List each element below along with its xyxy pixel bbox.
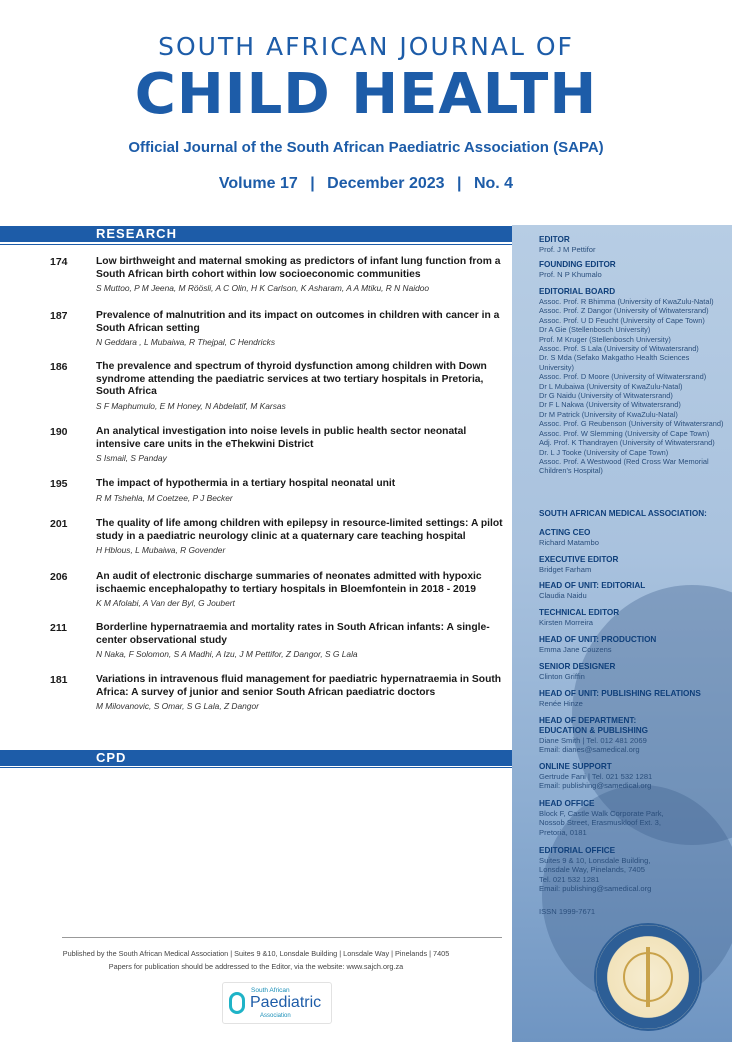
article-authors: R M Tshehla, M Coetzee, P J Becker	[96, 492, 233, 503]
article-authors: H Hblous, L Mubaiwa, R Govender	[96, 545, 226, 555]
article-title[interactable]: Low birthweight and maternal smoking as predictors of infant lung function from a South African birth cohort within low socioeconomic communities S Muttoo, P M Jeena, M Röösli, A C Olin, H K Carlson, K Asharam, A A Mtiku, R N Naidoo	[96, 256, 510, 295]
article-authors: N Naka, F Solomon, S A Madhi, A Izu, J M Pettifor, Z Dangor, S G Lala	[96, 649, 358, 659]
sama-seal-logo	[594, 923, 702, 1031]
submission-note: Papers for publication should be addressed to the Editor, via the website: www.sajch.org.za	[108, 962, 404, 971]
editor-block: EDITOR Prof. J M Pettifor	[539, 235, 596, 254]
article-authors: S Ismail, S Panday	[96, 453, 167, 463]
article-title[interactable]: Variations in intravenous fluid management for paediatric hypernatraemia in South Africa: A survey of junior and senior South African paediatric doctors M Milovanovic, S Omar, S G Lala, Z Dangor	[96, 674, 510, 713]
article-page: 187	[50, 310, 68, 322]
online-support-block: ONLINE SUPPORT Gertrude Fani | Tel. 021 532 1281 Email: publishing@samedical.org	[539, 762, 653, 791]
masthead-sidebar	[512, 225, 732, 1042]
article-page: 195	[50, 478, 68, 490]
separator: |	[457, 175, 462, 192]
article-title[interactable]: The impact of hypothermia in a tertiary hospital neonatal unit R M Tshehla, M Coetzee, P J Becker	[96, 478, 510, 504]
article-page: 190	[50, 426, 68, 438]
article-title[interactable]: Prevalence of malnutrition and its impact on outcomes in children with cancer in a South African setting N Geddara , L Mubaiwa, R Thejpal, C Hendricks	[96, 310, 510, 349]
issue-number: No. 4	[473, 175, 514, 192]
editorial-board-block: EDITORIAL BOARD Assoc. Prof. R Bhimma (University of KwaZulu-Natal) Assoc. Prof. Z Dangor (University of Witwatersrand) Assoc. Prof. U D Feucht (University of Cape Town) Dr A Gie (Stellenbosch University) Prof. M Kruger (Stellenbosch University) Assoc. Prof. S Lala (University of Witwatersrand) Dr. S Mda (Sefako Makgatho Health Sciences University) Assoc. Prof. D Moore (University of Witwatersrand) Dr L Mubaiwa (University of KwaZulu-Natal) Dr G Naidu (University of Witwatersrand) Dr F L Nakwa (University of Witwatersrand) Dr M Patrick (University of KwaZulu-Natal) Assoc. Prof. G Reubenson (University of Witwatersrand) Assoc. Prof. W Slemming (University of Cape Town) Adj. Prof. K Thandrayen (University of Witwatersrand) Dr. L J Tooke (University of Cape Town) Assoc. Prof. A Westwood (Red Cross War Memorial Children's Hospital)	[539, 287, 729, 476]
acting-ceo-block: ACTING CEO Richard Matambo	[539, 528, 599, 547]
senior-designer-block: SENIOR DESIGNER Clinton Griffin	[539, 662, 616, 681]
editorial-board-list: Assoc. Prof. R Bhimma (University of KwaZulu-Natal) Assoc. Prof. Z Dangor (University of Witwatersrand) Assoc. Prof. U D Feucht (University of Cape Town) Dr A Gie (Stellenbosch University) Prof. M Kruger (Stellenbosch University) Assoc. Prof. S Lala (University of Witwatersrand) Dr. S Mda (Sefako Makgatho Health Sciences University) Assoc. Prof. D Moore (University of Witwatersrand) Dr L Mubaiwa (University of KwaZulu-Natal) Dr G Naidu (University of Witwatersrand) Dr F L Nakwa (University of Witwatersrand) Dr M Patrick (University of KwaZulu-Natal) Assoc. Prof. G Reubenson (University of Witwatersrand) Assoc. Prof. W Slemming (University of Cape Town) Adj. Prof. K Thandrayen (University of Witwatersrand) Dr. L J Tooke (University of Cape Town) Assoc. Prof. A Westwood (Red Cross War Memorial Children's Hospital)	[539, 297, 724, 476]
article-title[interactable]: An audit of electronic discharge summaries of neonates admitted with hypoxic ischaemic encephalopathy to tertiary hospitals in Bloemfontein in 2018 - 2019 K M Afolabi, A Van der Byl, G Joubert	[96, 571, 510, 610]
journal-title-top: SOUTH AFRICAN JOURNAL OF	[158, 32, 574, 61]
head-production-block: HEAD OF UNIT: PRODUCTION Emma Jane Couzens	[539, 635, 657, 654]
article-authors: N Geddara , L Mubaiwa, R Thejpal, C Hendricks	[96, 337, 276, 347]
article-page: 174	[50, 256, 68, 268]
article-page: 201	[50, 518, 68, 530]
article-page: 206	[50, 571, 68, 583]
journal-title-main: CHILD HEALTH	[134, 62, 598, 127]
article-title[interactable]: The quality of life among children with epilepsy in resource-limited settings: A pilot study in a paediatric neurology clinic at a quaternary care teaching hospital H Hblous, L Mubaiwa, R Govender	[96, 518, 510, 557]
head-editorial-block: HEAD OF UNIT: EDITORIAL Claudia Naidu	[539, 581, 646, 600]
editorial-office-block: EDITORIAL OFFICE Suites 9 & 10, Lonsdale Building, Lonsdale Way, Pinelands, 7405 Tel. 021 532 1281 Email: publishing@samedical.org	[539, 846, 652, 894]
section-divider	[0, 244, 512, 245]
sapa-logo-icon	[229, 992, 245, 1014]
section-divider	[0, 767, 512, 768]
article-authors: M Milovanovic, S Omar, S G Lala, Z Dangor	[96, 701, 259, 711]
technical-editor-block: TECHNICAL EDITOR Kirsten Morreira	[539, 608, 620, 627]
publisher-note: Published by the South African Medical Association | Suites 9 &10, Lonsdale Building | Lonsdale Way | Pinelands | 7405	[62, 949, 450, 958]
head-education-block: HEAD OF DEPARTMENT: EDUCATION & PUBLISHING Diane Smith | Tel. 012 481 2069 Email: dianes@samedical.org	[539, 716, 649, 755]
article-authors: S Muttoo, P M Jeena, M Röösli, A C Olin, H K Carlson, K Asharam, A A Mtiku, R N Naidoo	[96, 283, 430, 293]
executive-editor-block: EXECUTIVE EDITOR Bridget Farham	[539, 555, 619, 574]
head-publishing-block: HEAD OF UNIT: PUBLISHING RELATIONS Renée Hinze	[539, 689, 701, 708]
article-title[interactable]: An analytical investigation into noise levels in public health sector neonatal intensive care units in the eThekwini District S Ismail, S Panday	[96, 426, 510, 465]
article-title[interactable]: Borderline hypernatraemia and mortality rates in South African infants: A single-center observational study N Naka, F Solomon, S A Madhi, A Izu, J M Pettifor, Z Dangor, S G Lala	[96, 622, 510, 661]
head-office-block: HEAD OFFICE Block F, Castle Walk Corporate Park, Nossob Street, Erasmuskloof Ext. 3, Pretoria, 0181	[539, 799, 664, 837]
issn: ISSN 1999-7671	[539, 907, 596, 916]
sama-heading: SOUTH AFRICAN MEDICAL ASSOCIATION:	[539, 509, 707, 518]
article-page: 186	[50, 361, 68, 373]
footer-divider	[62, 937, 502, 938]
journal-subtitle: Official Journal of the South African Paediatric Association (SAPA)	[128, 139, 604, 156]
separator: |	[310, 175, 315, 192]
article-page: 181	[50, 674, 68, 686]
article-page: 211	[50, 622, 67, 634]
issue-info	[0, 175, 732, 193]
section-header-cpd: CPD	[0, 750, 512, 766]
article-authors: S F Maphumulo, E M Honey, N Abdelatif, M Karsas	[96, 400, 286, 411]
section-header-research: RESEARCH	[0, 226, 512, 242]
issue-date: December 2023	[327, 175, 445, 192]
caduceus-icon	[646, 947, 650, 1007]
article-authors: K M Afolabi, A Van der Byl, G Joubert	[96, 598, 235, 608]
sapa-logo: South African Paediatric Association	[222, 982, 332, 1024]
article-title[interactable]: The prevalence and spectrum of thyroid dysfunction among children with Down syndrome attending the paediatric services at two tertiary hospitals in Pretoria, South Africa S F Maphumulo, E M Honey, N Abdelatif, M Karsas	[96, 361, 510, 412]
founding-editor-block: FOUNDING EDITOR Prof. N P Khumalo	[539, 260, 616, 279]
volume: Volume 17	[218, 175, 298, 192]
